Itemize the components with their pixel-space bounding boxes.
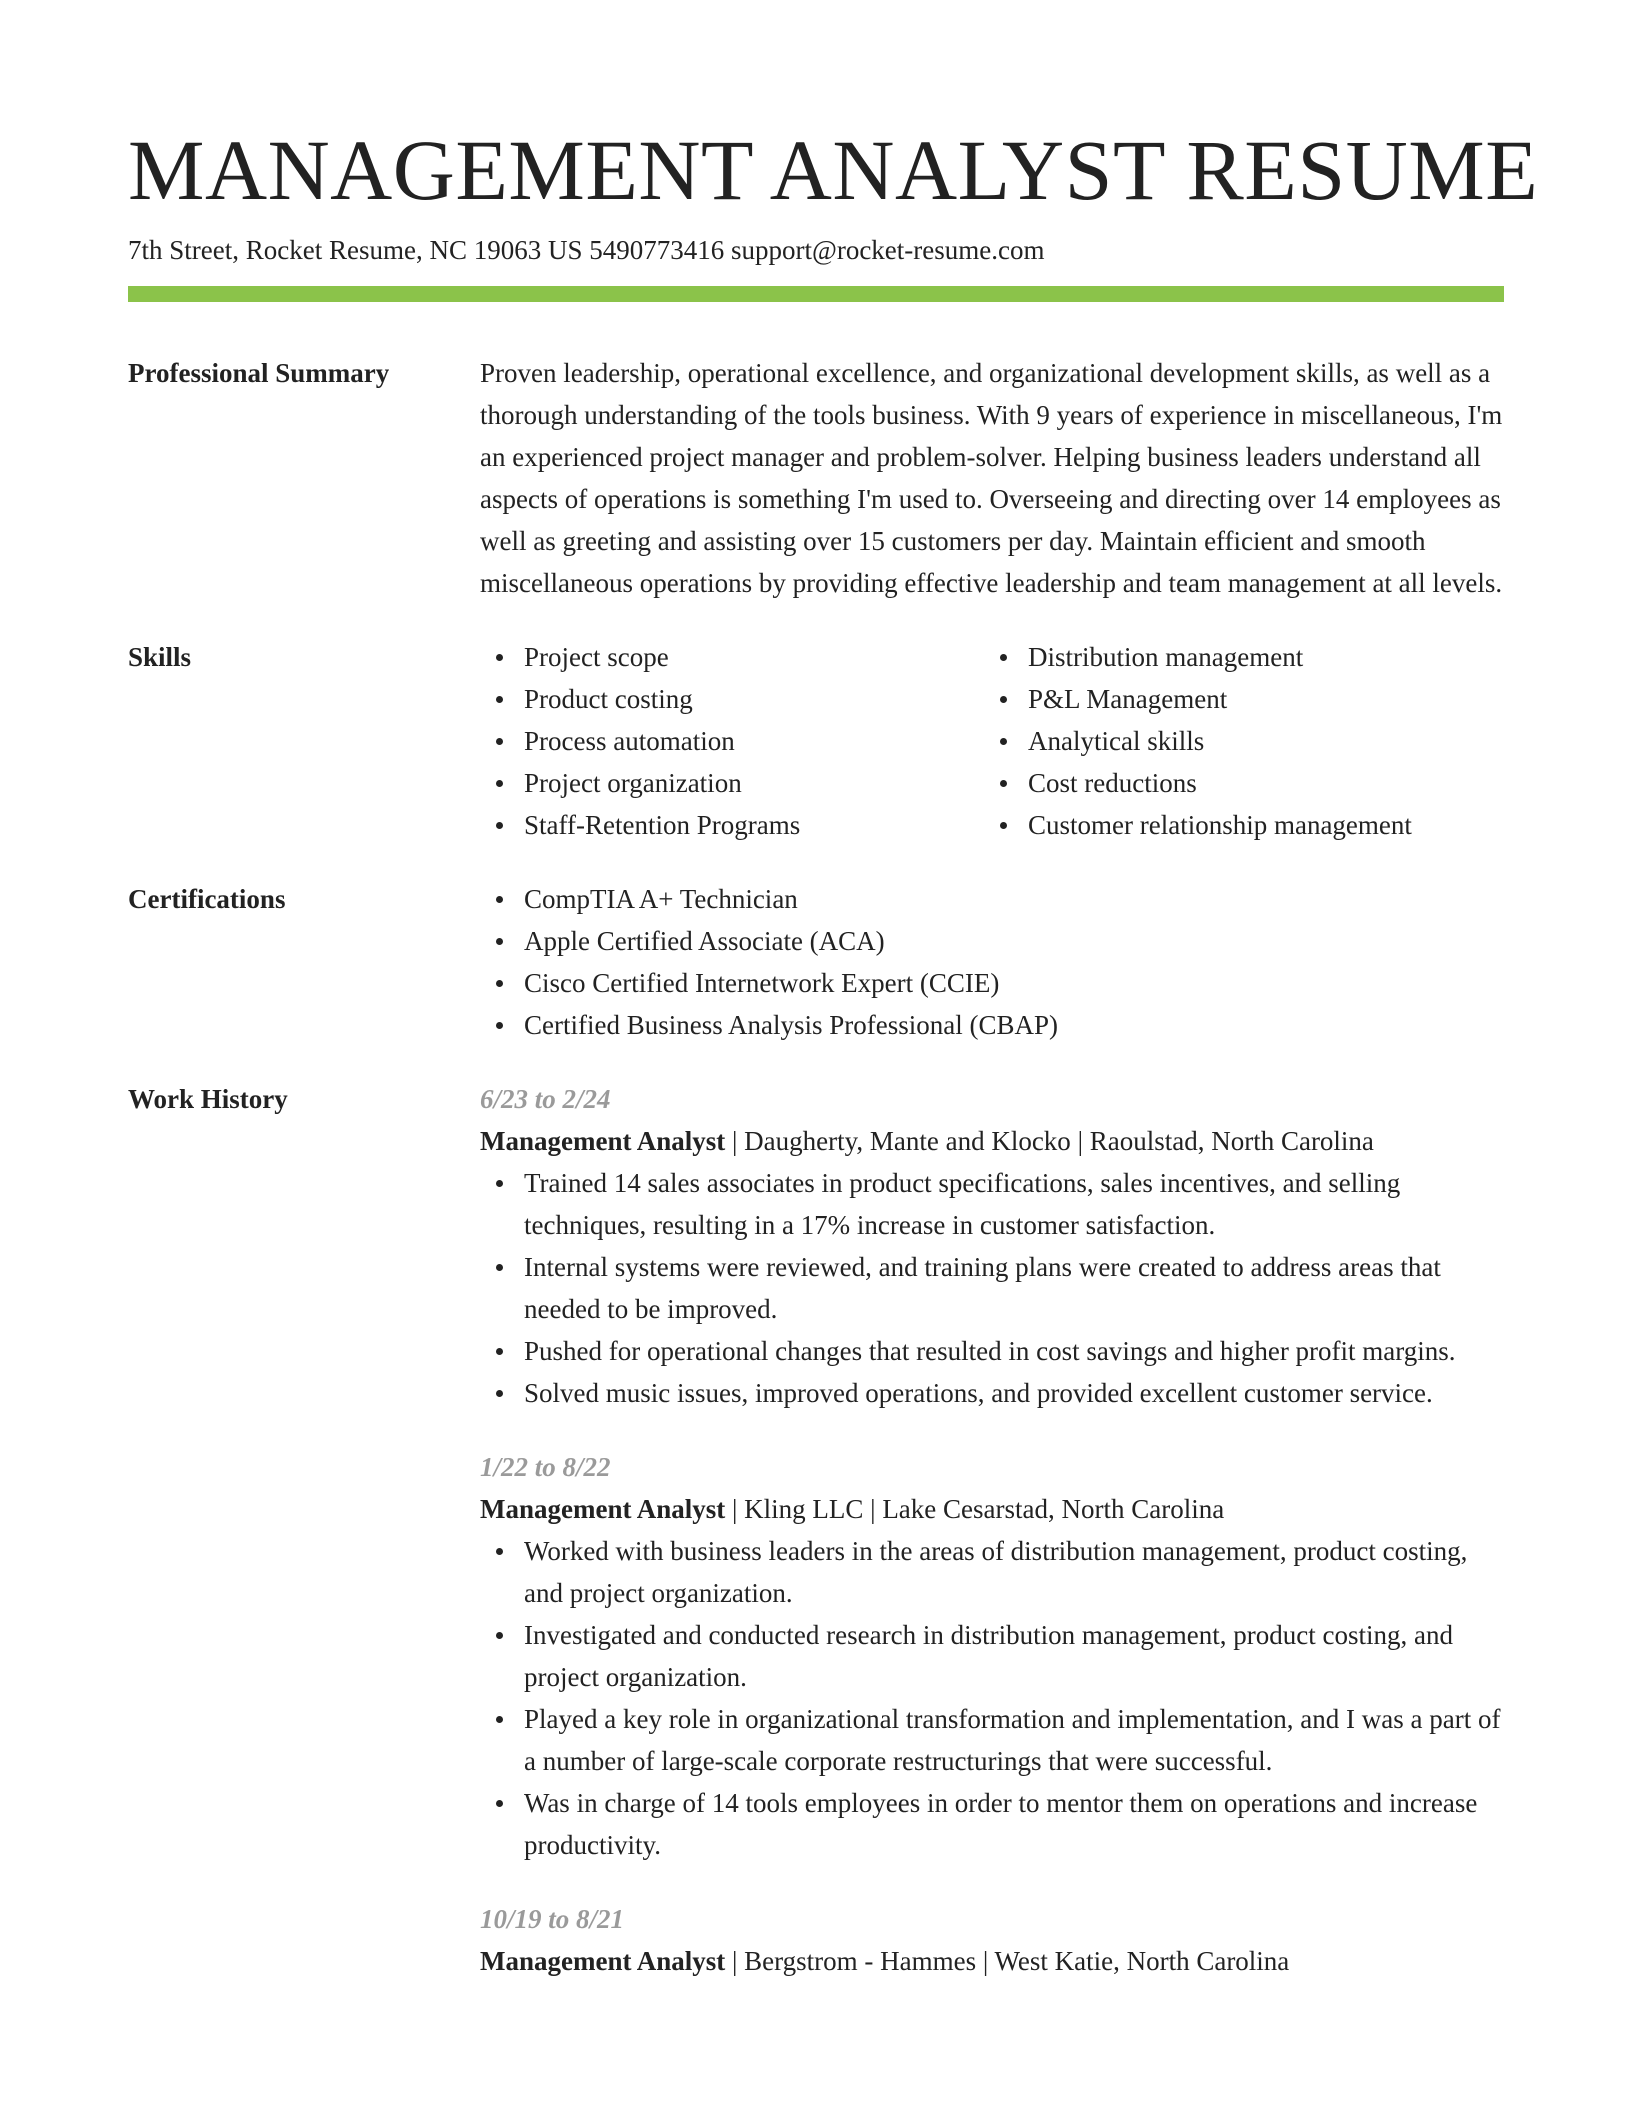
resume-title: MANAGEMENT ANALYST RESUME — [128, 122, 1539, 218]
job-dates: 1/22 to 8/22 — [480, 1452, 611, 1482]
job-bullet: Pushed for operational changes that resulted in cost savings and higher profit margins. — [480, 1330, 1504, 1372]
job-bullet: Played a key role in organizational transformation and implementation, and I was a part of a number of large-scale corporate restructurings that were successful. — [480, 1698, 1504, 1782]
job-heading — [480, 1488, 1504, 1530]
certifications-body — [480, 878, 1504, 1046]
skills-columns — [480, 636, 1504, 846]
skills-list-left — [480, 636, 984, 846]
job-separator: | — [725, 1946, 745, 1976]
job-separator: | — [863, 1494, 883, 1524]
job-bullet: Solved music issues, improved operations, and provided excellent customer service. — [480, 1372, 1504, 1414]
job-separator: | — [1070, 1126, 1090, 1156]
section-label-work-history: Work History — [128, 1084, 288, 1114]
skill-item: Cost reductions — [984, 762, 1488, 804]
certifications-list — [480, 878, 1504, 1046]
skill-item: Product costing — [480, 678, 984, 720]
contact-line: 7th Street, Rocket Resume, NC 19063 US 5490773416 support@rocket-resume.com — [128, 235, 1045, 265]
skill-item: Distribution management — [984, 636, 1488, 678]
skill-item: Project scope — [480, 636, 984, 678]
certification-item: Cisco Certified Internetwork Expert (CCIE) — [480, 962, 1504, 1004]
job-dates: 6/23 to 2/24 — [480, 1084, 611, 1114]
job-title: Management Analyst — [480, 1126, 726, 1156]
skill-item: Project organization — [480, 762, 984, 804]
professional-summary-section — [128, 352, 1504, 604]
job-separator: | — [725, 1126, 745, 1156]
skills-list-right — [984, 636, 1488, 846]
job-bullet: Internal systems were reviewed, and training plans were created to address areas that needed to be improved. — [480, 1246, 1504, 1330]
job-separator: | — [976, 1946, 995, 1976]
work-history-body — [480, 1078, 1504, 1982]
job-heading — [480, 1940, 1504, 1982]
certifications-section — [128, 878, 1504, 1046]
section-label-skills: Skills — [128, 642, 192, 672]
job-company: Kling LLC — [744, 1494, 864, 1524]
job-heading — [480, 1120, 1504, 1162]
job-bullet: Investigated and conducted research in distribution management, product costing, and project organization. — [480, 1614, 1504, 1698]
job-title: Management Analyst — [480, 1494, 726, 1524]
job-bullet: Trained 14 sales associates in product specifications, sales incentives, and selling techniques, resulting in a 17% increase in customer satisfaction. — [480, 1162, 1504, 1246]
job-location: Lake Cesarstad, North Carolina — [882, 1494, 1225, 1524]
job-bullets — [480, 1530, 1504, 1866]
work-history-section — [128, 1078, 1504, 1982]
certification-item: CompTIA A+ Technician — [480, 878, 1504, 920]
summary-text: Proven leadership, operational excellence, and organizational development skills, as well as a thorough understanding of the tools business. With 9 years of experience in miscellaneous, I'm an experienced project manager and problem-solver. Helping business leaders understand all aspects of operations is something I'm used to. Overseeing and directing over 14 employees as well as greeting and assisting over 15 customers per day. Maintain efficient and smooth miscellaneous operations by providing effective leadership and team management at all levels. — [480, 358, 1503, 598]
job-company: Daugherty, Mante and Klocko — [744, 1126, 1071, 1156]
job-bullets — [480, 1162, 1504, 1414]
job-dates: 10/19 to 8/21 — [480, 1904, 625, 1934]
job-location: West Katie, North Carolina — [994, 1946, 1290, 1976]
job-location: Raoulstad, North Carolina — [1089, 1126, 1374, 1156]
job-bullet: Worked with business leaders in the areas of distribution management, product costing, and project organization. — [480, 1530, 1504, 1614]
skill-item: P&L Management — [984, 678, 1488, 720]
accent-divider — [128, 286, 1504, 302]
skill-item: Analytical skills — [984, 720, 1488, 762]
job-entry — [480, 1898, 1504, 1982]
skill-item: Process automation — [480, 720, 984, 762]
job-entry — [480, 1078, 1504, 1414]
skills-section — [128, 636, 1504, 846]
section-label-certifications: Certifications — [128, 884, 286, 914]
certification-item: Apple Certified Associate (ACA) — [480, 920, 1504, 962]
job-bullet: Was in charge of 14 tools employees in order to mentor them on operations and increase productivity. — [480, 1782, 1504, 1866]
job-company: Bergstrom - Hammes — [744, 1946, 977, 1976]
job-entry — [480, 1446, 1504, 1866]
certification-item: Certified Business Analysis Professional (CBAP) — [480, 1004, 1504, 1046]
section-label-summary: Professional Summary — [128, 358, 390, 388]
skill-item: Staff-Retention Programs — [480, 804, 984, 846]
skill-item: Customer relationship management — [984, 804, 1488, 846]
job-title: Management Analyst — [480, 1946, 726, 1976]
job-separator: | — [725, 1494, 745, 1524]
resume-page — [128, 0, 1539, 1982]
